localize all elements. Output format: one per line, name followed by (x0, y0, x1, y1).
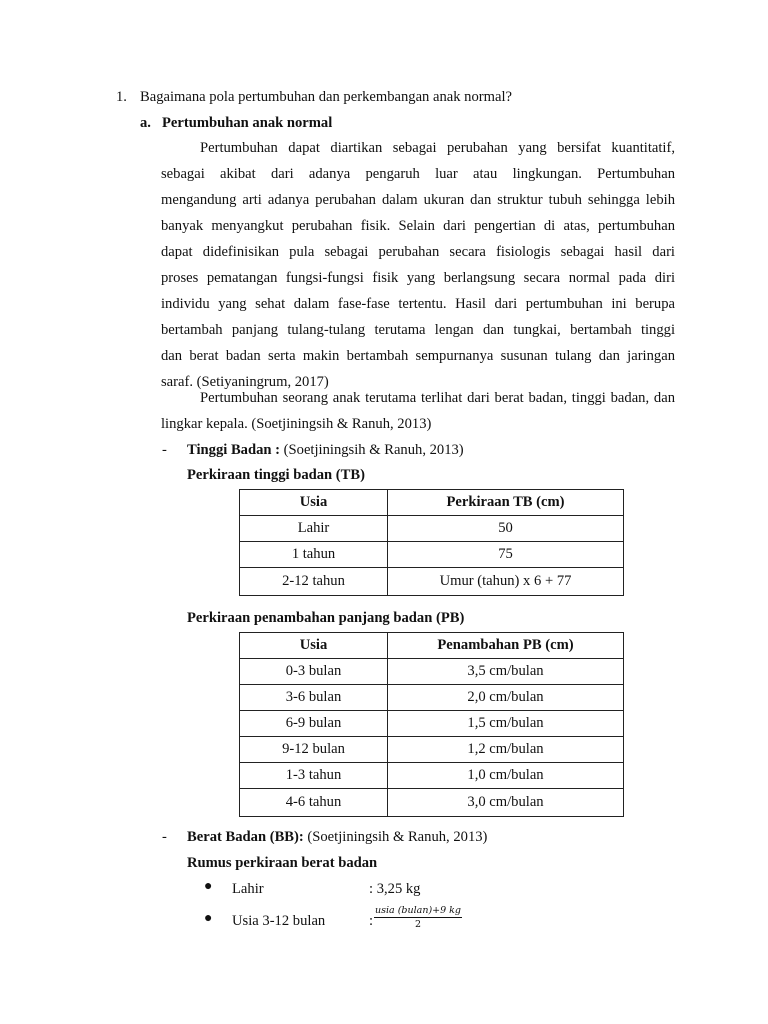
tinggi-badan-label: Tinggi Badan : (187, 442, 281, 458)
paragraph-line: Pertumbuhan dapat diartikan sebagai perubahan yang bersifat kuantitatif, (200, 140, 675, 156)
table-row (240, 542, 624, 568)
question-text: Bagaimana pola pertumbuhan dan perkembangan anak normal? (140, 89, 512, 105)
formula-item-label: Usia 3-12 bulan (232, 913, 326, 929)
paragraph-line: banyak menyangkut perubahan fisik. Selain dari pengertian di atas, pertumbuhan (161, 218, 675, 234)
table-header-row (240, 633, 624, 659)
paragraph-pertumbuhan-definition (161, 135, 675, 395)
table-cell: 4-6 tahun (240, 789, 388, 817)
table-cell: 1,2 cm/bulan (388, 737, 624, 763)
weight-formula-fraction (374, 905, 462, 930)
fraction-numerator: usia (bulan)+9 kg (375, 905, 462, 916)
table-row (240, 685, 624, 711)
table-cell: 1 tahun (240, 542, 388, 568)
table-row (240, 568, 624, 596)
formula-title: Rumus perkiraan berat badan (187, 855, 378, 871)
table-header-cell: Perkiraan TB (cm) (388, 490, 624, 516)
table-cell: 2-12 tahun (240, 568, 388, 596)
tinggi-badan-heading (187, 441, 464, 459)
berat-badan-citation: (Soetjiningsih & Ranuh, 2013) (307, 829, 488, 845)
question-number: 1. (116, 89, 127, 105)
table-panjang-badan-caption: Perkiraan penambahan panjang badan (PB) (187, 610, 465, 626)
table-cell: 50 (388, 516, 624, 542)
table-cell: 9-12 bulan (240, 737, 388, 763)
table-cell: 3,5 cm/bulan (388, 659, 624, 685)
table-cell: 6-9 bulan (240, 711, 388, 737)
table-row (240, 516, 624, 542)
table-cell: 0-3 bulan (240, 659, 388, 685)
formula-item-value: : 3,25 kg (369, 881, 421, 897)
bullet-icon: ● (204, 911, 213, 926)
paragraph-line: proses pematangan fungsi-fungsi fisik yang berlangsung secara normal pada diri (161, 270, 675, 286)
table-cell: Umur (tahun) x 6 + 77 (388, 568, 624, 596)
paragraph-pertumbuhan-indicators (161, 385, 675, 437)
section-letter: a. (140, 115, 151, 131)
table-row (240, 711, 624, 737)
paragraph-line: dapat didefinisikan pula sebagai perubahan secara fisiologis sebagai hasil dari (161, 244, 675, 260)
table-tinggi-badan (239, 489, 624, 596)
table-cell: 3-6 bulan (240, 685, 388, 711)
table-row (240, 737, 624, 763)
table-panjang-badan (239, 632, 624, 817)
paragraph-line: mengandung arti adanya perubahan dalam ukuran dan struktur tubuh sehingga lebih (161, 192, 675, 208)
table-tinggi-badan-caption: Perkiraan tinggi badan (TB) (187, 467, 365, 483)
paragraph-line: saraf. (Setiyaningrum, 2017) (161, 374, 329, 390)
formula-item-colon: : (369, 913, 374, 929)
table-cell: 3,0 cm/bulan (388, 789, 624, 817)
berat-badan-heading (187, 828, 487, 846)
tinggi-badan-citation: (Soetjiningsih & Ranuh, 2013) (283, 442, 464, 458)
table-cell: Lahir (240, 516, 388, 542)
berat-badan-dash: - (162, 829, 167, 845)
paragraph-line: dan berat badan serta makin bertambah sempurnanya susunan tulang dan jaringan (161, 348, 675, 364)
table-row (240, 763, 624, 789)
table-row (240, 789, 624, 817)
paragraph-line: Pertumbuhan seorang anak terutama terlihat dari berat badan, tinggi badan, dan (200, 390, 675, 406)
table-header-row (240, 490, 624, 516)
section-title: Pertumbuhan anak normal (162, 115, 333, 131)
table-cell: 2,0 cm/bulan (388, 685, 624, 711)
table-cell: 1,0 cm/bulan (388, 763, 624, 789)
paragraph-line: bertambah panjang tulang-tulang terutama lengan dan tungkai, bertambah tinggi (161, 322, 675, 338)
paragraph-line: sebagai akibat dari adanya pengaruh luar atau lingkungan. Pertumbuhan (161, 166, 675, 182)
berat-badan-label: Berat Badan (BB): (187, 829, 304, 845)
table-cell: 75 (388, 542, 624, 568)
bullet-icon: ● (204, 879, 213, 894)
formula-item-label: Lahir (232, 881, 264, 897)
table-header-cell: Usia (240, 633, 388, 659)
table-cell: 1-3 tahun (240, 763, 388, 789)
table-row (240, 659, 624, 685)
fraction-denominator: 2 (414, 919, 422, 930)
tinggi-badan-dash: - (162, 442, 167, 458)
paragraph-line: individu yang sehat dalam fase-fase tertentu. Hasil dari pertumbuhan ini berupa (161, 296, 675, 312)
paragraph-line: lingkar kepala. (Soetjiningsih & Ranuh, 2013) (161, 416, 432, 432)
table-cell: 1,5 cm/bulan (388, 711, 624, 737)
table-header-cell: Penambahan PB (cm) (388, 633, 624, 659)
table-header-cell: Usia (240, 490, 388, 516)
